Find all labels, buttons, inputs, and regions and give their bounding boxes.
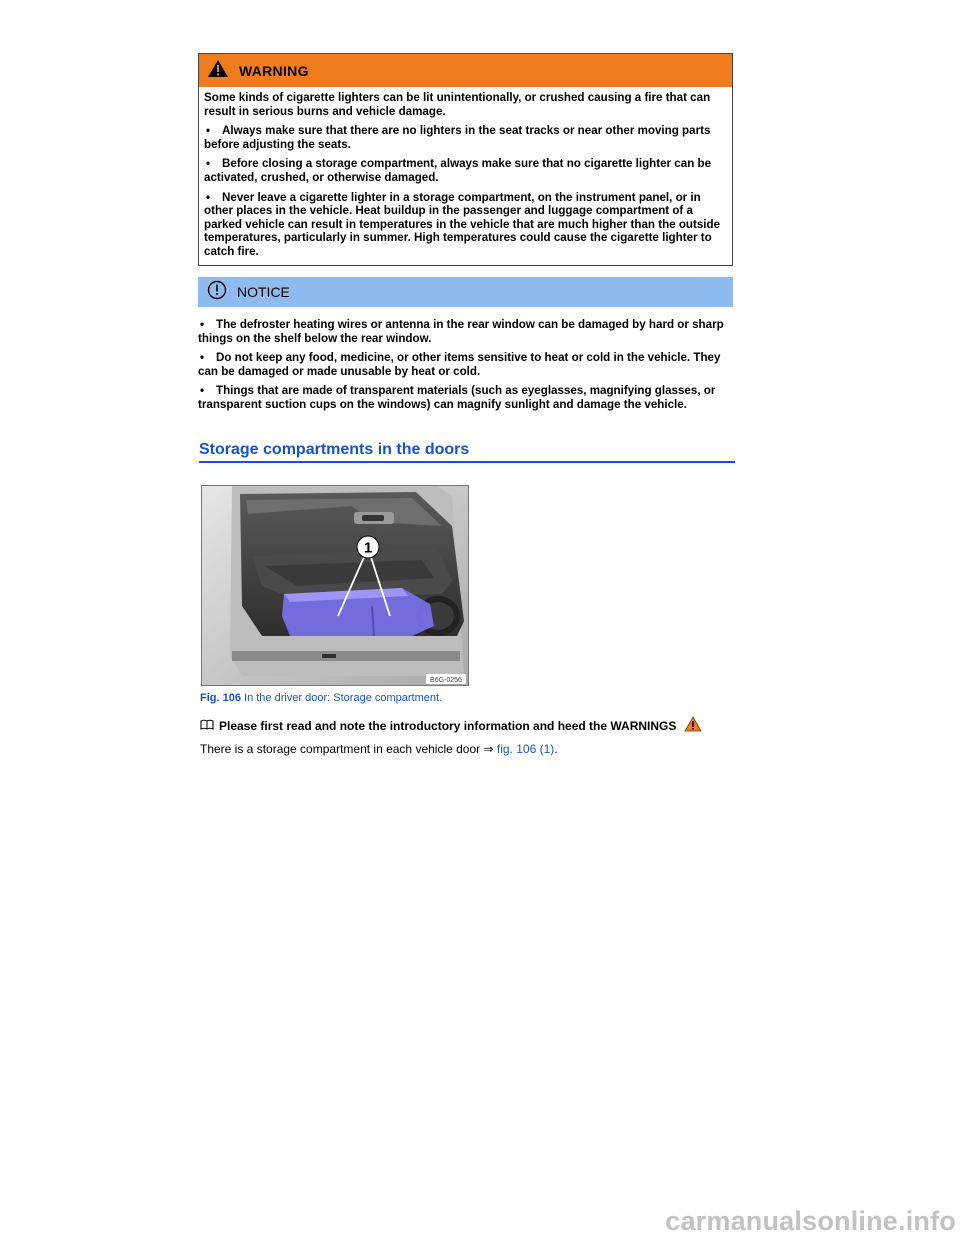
- bullet-icon: •: [200, 384, 205, 398]
- warning-box: [198, 53, 733, 266]
- bullet-icon: •: [200, 318, 205, 331]
- watermark-text: carmanualsonline.info: [665, 1206, 956, 1236]
- bullet-icon: •: [200, 351, 205, 365]
- warning-body: [199, 87, 732, 265]
- warning-triangle-small-icon[interactable]: [684, 716, 702, 735]
- door-storage-illustration: [202, 486, 468, 685]
- notice-item: • Do not keep any food, medicine, or other items sensitive to heat or cold in the vehicle. They can be damaged or made unusable by heat or cold.: [198, 351, 721, 378]
- bullet-icon: •: [206, 190, 211, 204]
- warning-header: [199, 54, 732, 87]
- body-end: .: [554, 742, 558, 756]
- warning-item: • Before closing a storage compartment, always make sure that no cigarette lighter can be activated, crushed, or otherwise damaged.: [204, 157, 712, 184]
- notice-title: NOTICE: [237, 284, 290, 300]
- figure-door-illustration: [201, 485, 469, 686]
- bullet-icon: •: [206, 157, 211, 171]
- figure-callout-1: 1: [363, 539, 373, 557]
- body-text: There is a storage compartment in each vehicle door ⇒: [200, 742, 497, 756]
- figure-code: B6G-0256: [430, 677, 462, 684]
- section-heading: Storage compartments in the doors: [199, 441, 735, 463]
- notice-item: • Things that are made of transparent materials (such as eyeglasses, magnifying glasses, or transparent suction cups on the windows) can magnify sunlight and damage the vehicle.: [198, 384, 716, 411]
- figure-caption: [200, 692, 442, 704]
- notice-header: [198, 277, 733, 307]
- warning-intro: Some kinds of cigarette lighters can be lit unintentionally, or crushed causing a fire that can result in serious burns and vehicle damage.: [204, 91, 711, 118]
- notice-body: [198, 318, 738, 418]
- warning-title: WARNING: [239, 62, 309, 79]
- fig-106-link[interactable]: fig. 106 (1): [496, 742, 555, 756]
- body-paragraph: [200, 742, 558, 756]
- watermark: [0, 1202, 960, 1242]
- read-note: [200, 716, 702, 735]
- warning-item: • Never leave a cigarette lighter in a storage compartment, on the instrument panel, or in other places in the vehicle. Heat buildup in the passenger and luggage compartment of a parked vehicle can result in temperatures in the vehicle that are much higher than the outside temperatures, particularly in summer. High temperatures could cause the cigarette lighter to catch fire.: [204, 190, 721, 258]
- notice-item: • The defroster heating wires or antenna in the rear window can be damaged by hard or sharp things on the shelf below the rear window.: [198, 318, 724, 345]
- open-book-icon: [200, 719, 214, 733]
- warning-item: • Always make sure that there are no lighters in the seat tracks or near other moving parts before adjusting the seats.: [204, 124, 711, 151]
- warning-triangle-icon: [207, 59, 229, 83]
- notice-exclamation-icon: [207, 280, 227, 305]
- figure-caption-label: Fig. 106: [200, 692, 241, 704]
- figure-caption-text: In the driver door: Storage compartment.: [240, 692, 443, 704]
- read-note-text: Please first read and note the introductory information and heed the WARNINGS: [219, 718, 677, 733]
- bullet-icon: •: [206, 124, 211, 138]
